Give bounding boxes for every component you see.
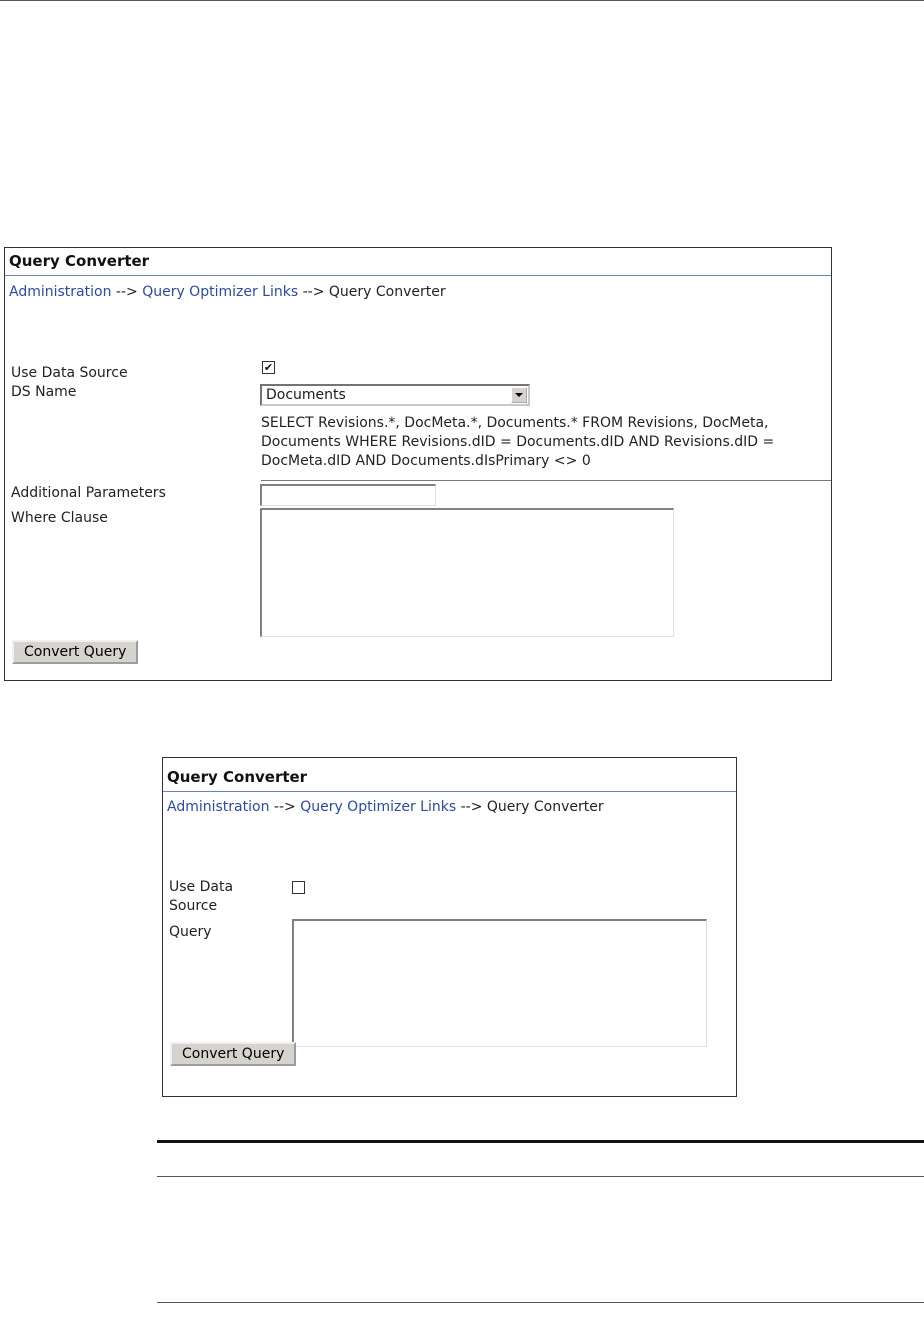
use-data-source-checkbox[interactable] bbox=[292, 881, 305, 894]
use-data-source-checkbox[interactable]: ✔ bbox=[263, 361, 274, 374]
breadcrumb-link-administration[interactable]: Administration bbox=[9, 284, 112, 300]
where-clause-textarea[interactable] bbox=[260, 508, 674, 637]
breadcrumb-current: Query Converter bbox=[486, 799, 604, 815]
title-divider bbox=[5, 275, 831, 276]
breadcrumb-link-query-optimizer[interactable]: Query Optimizer Links bbox=[142, 284, 299, 300]
ds-name-label: DS Name bbox=[11, 384, 77, 400]
table-top-rule bbox=[157, 1140, 924, 1143]
sql-divider bbox=[261, 480, 831, 481]
query-textarea[interactable] bbox=[292, 919, 707, 1047]
convert-query-button[interactable]: Convert Query bbox=[12, 640, 138, 664]
where-clause-label: Where Clause bbox=[11, 510, 108, 526]
sql-statement-text: SELECT Revisions.*, DocMeta.*, Documents.* FROM Revisions, DocMeta, Documents WHERE Revisions.dID = Documents.dID AND Revisions.dID = DocMeta.dID AND Documents.dIsPrimary <> 0 bbox=[261, 415, 775, 469]
breadcrumb-current: Query Converter bbox=[328, 284, 446, 300]
convert-query-button[interactable]: Convert Query bbox=[170, 1042, 296, 1066]
query-converter-panel-data-source bbox=[4, 247, 832, 681]
chevron-down-icon[interactable] bbox=[511, 387, 527, 403]
ds-name-select[interactable] bbox=[260, 384, 530, 406]
panel-title: Query Converter bbox=[9, 252, 150, 270]
additional-parameters-label: Additional Parameters bbox=[11, 485, 166, 501]
use-data-source-label: Use Data Source bbox=[169, 879, 234, 914]
query-label: Query bbox=[169, 924, 212, 940]
use-data-source-label: Use Data Source bbox=[11, 365, 128, 381]
title-divider bbox=[163, 791, 736, 792]
breadcrumb-separator: --> bbox=[298, 284, 329, 300]
breadcrumb bbox=[9, 284, 446, 300]
breadcrumb-separator: --> bbox=[269, 799, 301, 815]
breadcrumb-link-administration[interactable]: Administration bbox=[167, 799, 270, 815]
query-converter-panel-manual bbox=[162, 757, 737, 1097]
additional-parameters-input[interactable] bbox=[260, 484, 436, 506]
breadcrumb bbox=[167, 799, 604, 815]
panel-title: Query Converter bbox=[167, 768, 308, 786]
breadcrumb-separator: --> bbox=[456, 799, 487, 815]
ds-name-selected-value: Documents bbox=[266, 387, 346, 403]
page-top-rule bbox=[0, 0, 924, 1]
breadcrumb-link-query-optimizer[interactable]: Query Optimizer Links bbox=[300, 799, 457, 815]
table-header-rule bbox=[157, 1176, 924, 1177]
table-bottom-rule bbox=[157, 1302, 924, 1303]
breadcrumb-separator: --> bbox=[111, 284, 143, 300]
